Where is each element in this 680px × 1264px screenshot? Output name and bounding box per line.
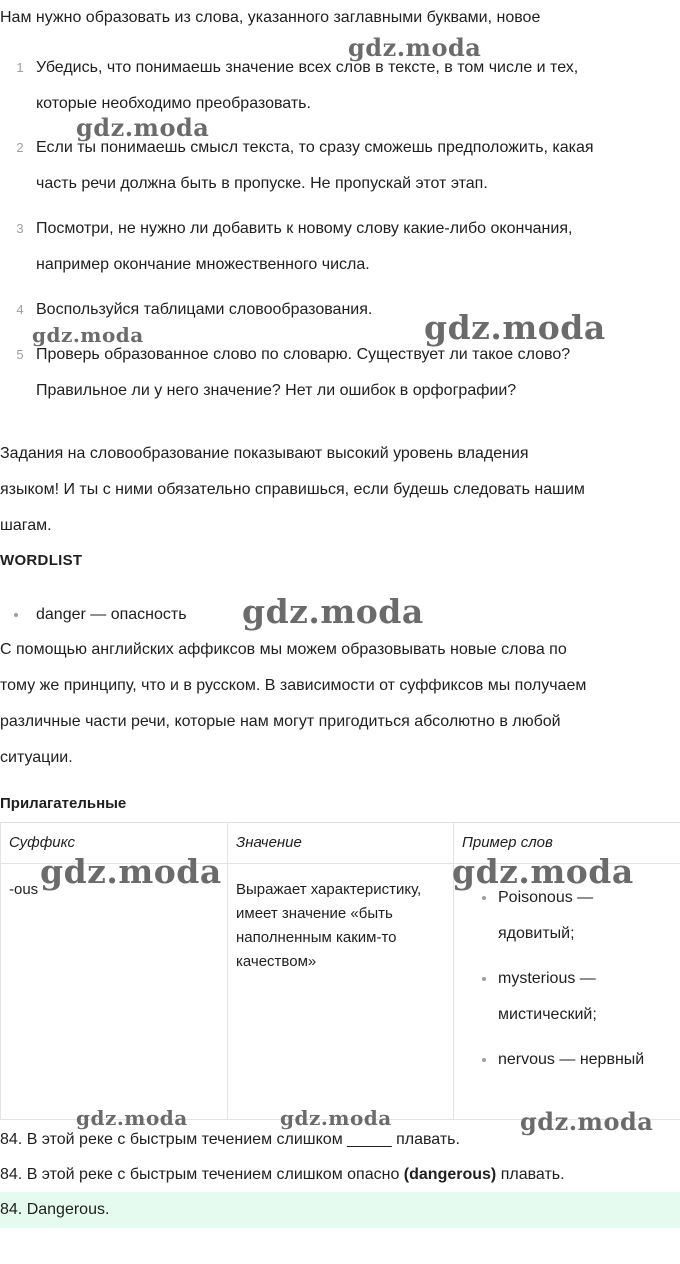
watermark-logo: gdz.moda — [520, 1107, 654, 1136]
table-header-suffix: Суффикс — [1, 823, 228, 864]
bullet-dot-icon — [14, 613, 18, 617]
table-cell-suffix — [1, 864, 228, 1120]
step-number: 1 — [16, 60, 24, 75]
solution-before: 84. В этой реке с быстрым течением слишком опасно — [0, 1166, 404, 1183]
step-number: 4 — [16, 302, 24, 317]
watermark-logo: gdz.moda — [242, 592, 424, 631]
bullet-dot-icon — [482, 977, 486, 981]
summary-text: языком! И ты с ними обязательно справишься, если будешь следовать нашим — [0, 481, 585, 498]
example-line: nervous — нервный — [498, 1051, 645, 1068]
watermark-logo: gdz.moda — [76, 1106, 188, 1130]
step-text: Посмотри, не нужно ли добавить к новому слову какие-либо окончания, — [36, 220, 573, 237]
summary-text: шагам. — [0, 517, 52, 534]
example-line: Poisonous — — [498, 889, 594, 906]
intro-text: Нам нужно образовать из слова, указанного заглавными буквами, новое — [0, 9, 541, 26]
table-cell-meaning — [228, 864, 454, 1120]
step-number: 2 — [16, 140, 24, 155]
meaning-line: наполненным каким-то — [236, 929, 397, 946]
step-text: которые необходимо преобразовать. — [36, 95, 311, 112]
watermark-logo: gdz.moda — [280, 1106, 392, 1130]
watermark-logo: gdz.moda — [424, 308, 606, 347]
affix-text: различные части речи, которые нам могут пригодиться абсолютно в любой — [0, 713, 561, 730]
example-line: мистический; — [498, 1006, 597, 1023]
summary-text: Задания на словообразование показывают высокий уровень владения — [0, 445, 529, 462]
meaning-line: имеет значение «быть — [236, 905, 393, 922]
step-text: Воспользуйся таблицами словообразования. — [36, 301, 373, 318]
bullet-dot-icon — [482, 1058, 486, 1062]
wordlist-item-text: danger — опасность — [36, 606, 187, 623]
table-row — [1, 864, 680, 1120]
example-line: ядовитый; — [498, 925, 575, 942]
affix-text: ситуации. — [0, 749, 73, 766]
suffix-value: -ous — [9, 881, 39, 898]
step-text: Убедись, что понимаешь значение всех слов в тексте, в том числе и тех, — [36, 59, 579, 76]
table-header-meaning: Значение — [228, 823, 454, 864]
watermark-logo: gdz.moda — [76, 113, 210, 142]
watermark-logo: gdz.moda — [348, 33, 482, 62]
step-text: Правильное ли у него значение? Нет ли ошибок в орфографии? — [36, 382, 517, 399]
watermark-logo: gdz.moda — [32, 323, 144, 347]
step-text: Проверь образованное слово по словарю. Существует ли такое слово? — [36, 346, 571, 363]
wordlist-heading: WORDLIST — [0, 552, 83, 569]
bullet-dot-icon — [482, 896, 486, 900]
example-item — [462, 1042, 672, 1078]
step-text: Если ты понимаешь смысл текста, то сразу сможешь предположить, какая — [36, 139, 594, 156]
example-item — [462, 961, 672, 1033]
watermark-logo: gdz.moda — [40, 852, 222, 891]
solution-after: плавать. — [496, 1166, 565, 1183]
step-number: 5 — [16, 347, 24, 362]
step-text: например окончание множественного числа. — [36, 256, 370, 273]
adjectives-heading: Прилагательные — [0, 795, 127, 812]
step-number: 3 — [16, 221, 24, 236]
watermark-logo: gdz.moda — [452, 852, 634, 891]
solution-text — [0, 1157, 680, 1193]
affix-text: С помощью английских аффиксов мы можем образовывать новые слова по — [0, 641, 567, 658]
solution-highlight: (dangerous) — [403, 1166, 497, 1183]
affix-text: тому же принципу, что и в русском. В зависимости от суффиксов мы получаем — [0, 677, 587, 694]
meaning-line: качеством» — [236, 953, 317, 970]
answer-text: 84. Dangerous. — [0, 1201, 110, 1218]
table-cell-examples — [454, 864, 680, 1120]
example-line: mysterious — — [498, 970, 596, 987]
meaning-line: Выражает характеристику, — [236, 881, 422, 898]
step-text: часть речи должна быть в пропуске. Не пропускай этот этап. — [36, 175, 488, 192]
task-text: 84. В этой реке с быстрым течением слишком _____ плавать. — [0, 1131, 460, 1148]
answer-box — [0, 1192, 680, 1228]
table-header-examples: Пример слов — [454, 823, 680, 864]
